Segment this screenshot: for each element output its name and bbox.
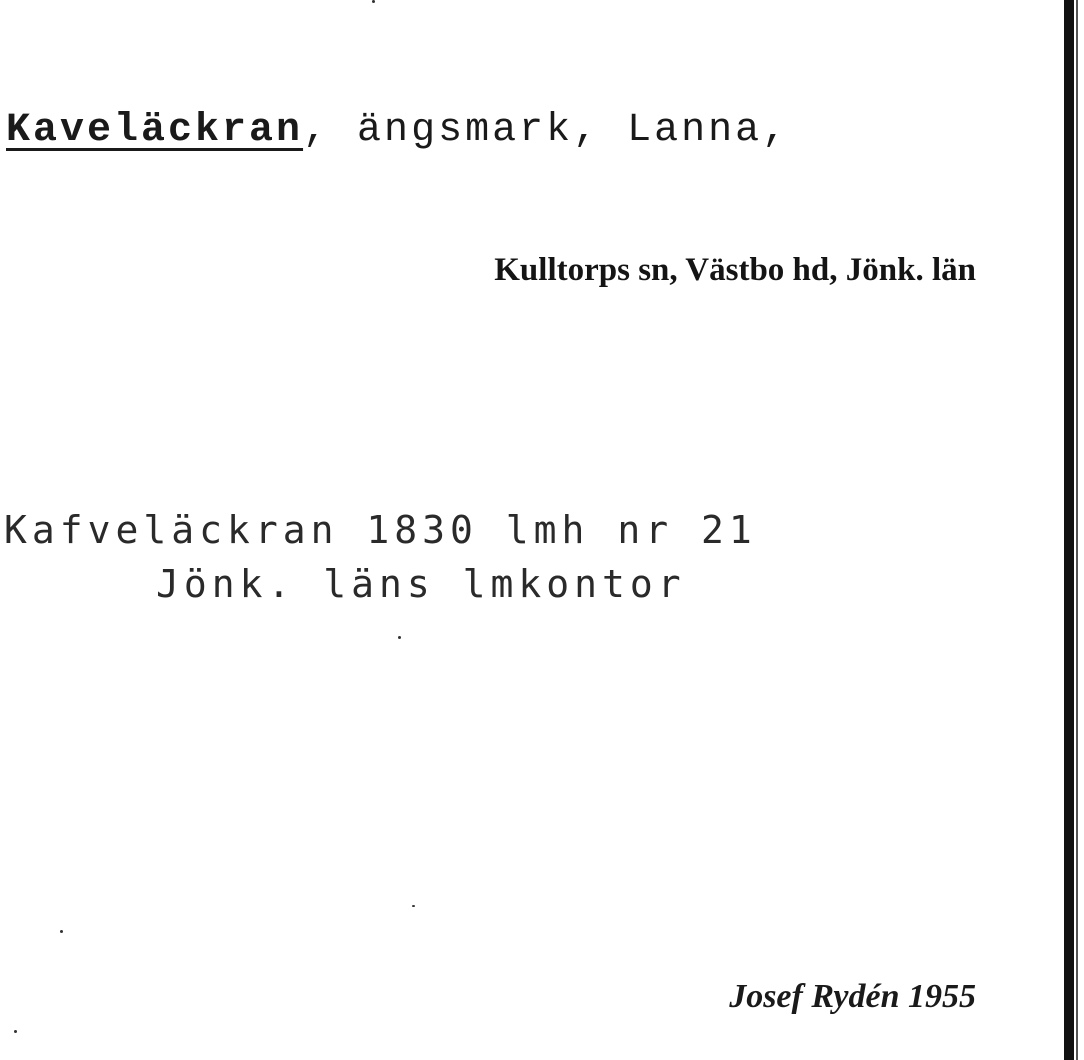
headword: Kaveläckran	[6, 108, 304, 153]
ink-speck	[372, 0, 375, 3]
signature-stamp: Josef Rydén 1955	[729, 978, 976, 1015]
source-reference-line-2: Jönk. läns lmkontor	[156, 562, 686, 606]
ink-speck	[412, 905, 415, 907]
headword-description: , ängsmark, Lanna,	[303, 108, 790, 153]
headword-line	[6, 108, 789, 153]
ink-speck	[14, 1030, 17, 1033]
card-edge-border-inner	[1076, 0, 1078, 1060]
source-reference-line-1: Kafveläckran 1830 lmh nr 21	[4, 508, 757, 552]
location-stamp: Kulltorps sn, Västbo hd, Jönk. län	[494, 252, 976, 288]
ink-speck	[398, 636, 401, 639]
card-edge-border	[1064, 0, 1074, 1060]
ink-speck	[60, 930, 63, 933]
